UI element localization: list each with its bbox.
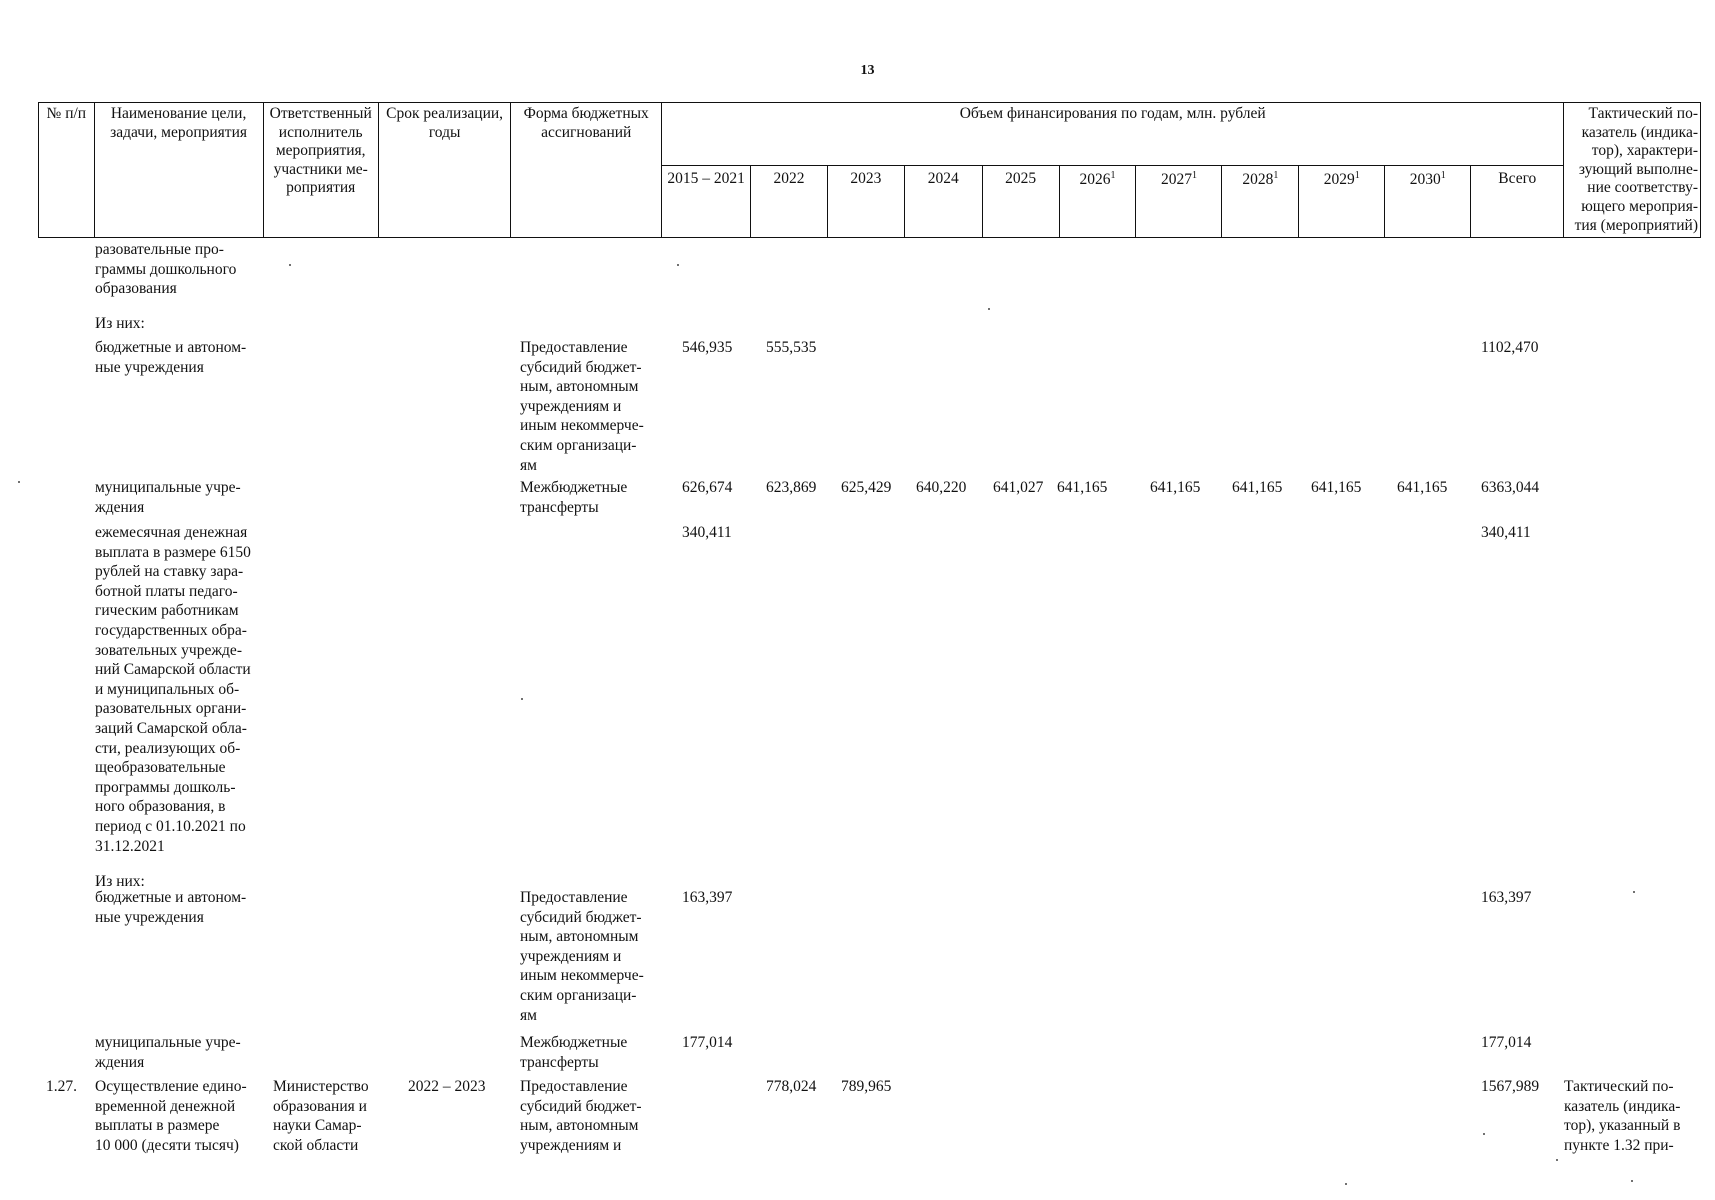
scan-speck xyxy=(988,308,990,310)
header-year-4: 2025 xyxy=(982,166,1059,238)
row-value-5: 641,165 xyxy=(1057,479,1108,496)
row-value-10: 340,411 xyxy=(1481,524,1531,541)
row-value-10: 163,397 xyxy=(1481,889,1532,906)
row-name: разовательные про- граммы дошкольного образования xyxy=(95,241,237,298)
row-value-4: 641,027 xyxy=(993,479,1044,496)
row-term: 2022 – 2023 xyxy=(408,1078,486,1095)
header-year-3: 2024 xyxy=(904,166,982,238)
scan-speck xyxy=(1345,1183,1347,1185)
row-value-10: 1567,989 xyxy=(1481,1078,1540,1095)
row-value-1: 555,535 xyxy=(766,339,817,356)
page-number: 13 xyxy=(860,63,875,78)
header-year-8: 2029$^1$ xyxy=(1299,166,1385,238)
header-year-5: 2026$^1$ xyxy=(1059,166,1136,238)
header-year-0: 2015 – 2021 xyxy=(662,166,751,238)
row-form: Межбюджетные трансферты xyxy=(520,479,628,516)
row-value-0: 626,674 xyxy=(682,479,733,496)
row-form: Предоставление субсидий бюджет- ным, автономным учреждениям и иным некоммерче- ским организаци- ям xyxy=(520,889,644,1024)
row-form: Межбюджетные трансферты xyxy=(520,1034,628,1071)
header-year-9: 2030$^1$ xyxy=(1385,166,1471,238)
row-value-0: 177,014 xyxy=(682,1034,733,1051)
header-year-10: Всего xyxy=(1471,166,1564,238)
scan-speck xyxy=(1633,891,1635,893)
row-value-3: 640,220 xyxy=(916,479,967,496)
row-name: муниципальные учре- ждения xyxy=(95,1034,241,1071)
row-name: Из них: xyxy=(95,315,145,332)
row-value-6: 641,165 xyxy=(1150,479,1201,496)
table-header xyxy=(38,102,1701,238)
scan-speck xyxy=(1483,1133,1485,1135)
scan-speck xyxy=(1556,1159,1558,1161)
header-col-num: № п/п xyxy=(39,103,95,238)
row-form: Предоставление субсидий бюджет- ным, автономным учреждениям и иным некоммерче- ским организаци- ям xyxy=(520,339,644,474)
header-year-7: 2028$^1$ xyxy=(1222,166,1299,238)
scan-speck xyxy=(1631,1180,1633,1182)
row-form: Предоставление субсидий бюджет- ным, автономным учреждениям и xyxy=(520,1078,642,1154)
header-year-6: 2027$^1$ xyxy=(1136,166,1222,238)
row-name: бюджетные и автоном- ные учреждения xyxy=(95,339,247,376)
header-year-1: 2022 xyxy=(751,166,828,238)
row-name: Осуществление едино- временной денежной выплаты в размере 10 000 (десяти тысяч) xyxy=(95,1078,247,1154)
row-value-2: 789,965 xyxy=(841,1078,892,1095)
row-value-0: 163,397 xyxy=(682,889,733,906)
row-indicator: Тактический по- казатель (индика- тор), указанный в пункте 1.32 при- xyxy=(1564,1078,1681,1154)
row-value-10: 177,014 xyxy=(1481,1034,1532,1051)
row-name: ежемесячная денежная выплата в размере 6150 рублей на ставку зара- ботной платы педаго- гическим работникам государственных обра- зовательных учрежде- ний Самарской области и муниципальных об- разовательных органи- заций Самарской обла- сти, реализующих об- щеобразовательные программы дошколь- ного образования, в период с 01.10.2021 по 31.12.2021 xyxy=(95,524,251,855)
row-value-0: 340,411 xyxy=(682,524,732,541)
row-name: Из них: xyxy=(95,873,145,890)
scan-speck xyxy=(521,698,523,700)
row-value-1: 778,024 xyxy=(766,1078,817,1095)
row-responsible: Министерство образования и науки Самар- ской области xyxy=(273,1078,369,1154)
header-col-indicator: Тактический по- казатель (индика- тор), характери- зующий выполне- ние соответству- ющего мероприя- тия (мероприятий) xyxy=(1564,103,1701,238)
scan-speck xyxy=(18,481,20,483)
scan-speck xyxy=(289,264,291,266)
header-col-funding: Объем финансирования по годам, млн. рублей xyxy=(662,103,1564,166)
row-name: муниципальные учре- ждения xyxy=(95,479,241,516)
header-col-responsible: Ответственный исполнитель мероприятия, участники ме- роприятия xyxy=(263,103,378,238)
row-value-2: 625,429 xyxy=(841,479,892,496)
header-col-name: Наименование цели, задачи, мероприятия xyxy=(94,103,263,238)
header-col-term: Срок реализации, годы xyxy=(378,103,511,238)
scan-speck xyxy=(677,264,679,266)
row-value-8: 641,165 xyxy=(1311,479,1362,496)
row-number: 1.27. xyxy=(46,1078,77,1095)
row-value-0: 546,935 xyxy=(682,339,733,356)
table-body xyxy=(0,240,1715,1200)
row-value-9: 641,165 xyxy=(1397,479,1448,496)
row-name: бюджетные и автоном- ные учреждения xyxy=(95,889,247,926)
header-col-form: Форма бюджетных ассигнований xyxy=(511,103,662,238)
row-value-7: 641,165 xyxy=(1232,479,1283,496)
row-value-10: 1102,470 xyxy=(1481,339,1539,356)
row-value-10: 6363,044 xyxy=(1481,479,1540,496)
header-year-2: 2023 xyxy=(827,166,904,238)
row-value-1: 623,869 xyxy=(766,479,817,496)
